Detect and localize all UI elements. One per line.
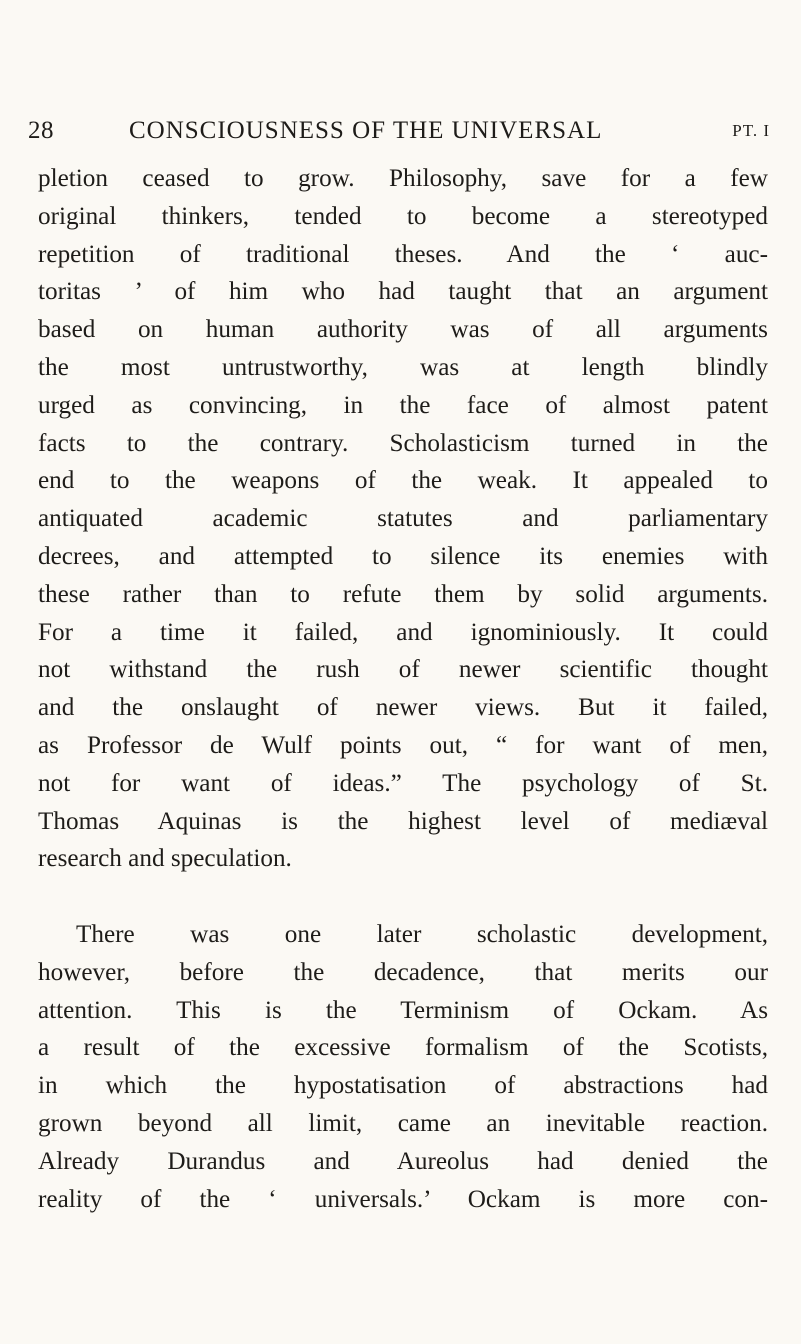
text-line: reality of the ‘ universals.’ Ockam is more con- [38, 1185, 768, 1213]
running-head [28, 116, 770, 146]
text-line: facts to the contrary. Scholasticism turned in the [38, 429, 768, 457]
text-line: research and speculation. [38, 845, 292, 873]
running-title: CONSCIOUSNESS OF THE UNIVERSAL [129, 117, 603, 144]
text-line: repetition of traditional theses. And the ‘ auc- [38, 240, 768, 268]
text-line: attention. This is the Terminism of Ockam. As [38, 996, 768, 1024]
text-line: the most untrustworthy, was at length blindly [38, 353, 768, 381]
text-line: not withstand the rush of newer scientific thought [38, 656, 768, 684]
body-text [38, 160, 768, 1218]
text-line: There was one later scholastic development, [76, 920, 768, 948]
text-line: antiquated academic statutes and parliamentary [38, 505, 768, 533]
text-line: not for want of ideas.” The psychology of St. [38, 769, 768, 797]
text-line: grown beyond all limit, came an inevitable reaction. [38, 1109, 768, 1137]
text-line: however, before the decadence, that merits our [38, 958, 768, 986]
text-line: toritas ’ of him who had taught that an argument [38, 278, 768, 306]
part-label: PT. I [732, 121, 770, 140]
text-line: end to the weapons of the weak. It appealed to [38, 467, 768, 495]
text-line: in which the hypostatisation of abstractions had [38, 1072, 768, 1100]
text-line: and the onslaught of newer views. But it failed, [38, 694, 768, 722]
page-number: 28 [28, 117, 54, 144]
text-line: based on human authority was of all arguments [38, 316, 768, 344]
text-line: as Professor de Wulf points out, “ for want of men, [38, 731, 768, 759]
text-line: these rather than to refute them by solid arguments. [38, 580, 768, 608]
text-line: Thomas Aquinas is the highest level of mediæval [38, 807, 768, 835]
text-line: decrees, and attempted to silence its enemies with [38, 542, 768, 570]
paragraph-2 [38, 916, 768, 1218]
text-line: Already Durandus and Aureolus had denied the [38, 1147, 768, 1175]
text-line: original thinkers, tended to become a stereotyped [38, 202, 768, 230]
text-line: pletion ceased to grow. Philosophy, save for a few [38, 165, 768, 192]
paragraph-1 [38, 160, 768, 878]
text-line: a result of the excessive formalism of the Scotists, [38, 1034, 768, 1062]
paragraph-gap [38, 878, 768, 916]
text-line: For a time it failed, and ignominiously. It could [38, 618, 768, 646]
text-line: urged as convincing, in the face of almost patent [38, 391, 768, 419]
